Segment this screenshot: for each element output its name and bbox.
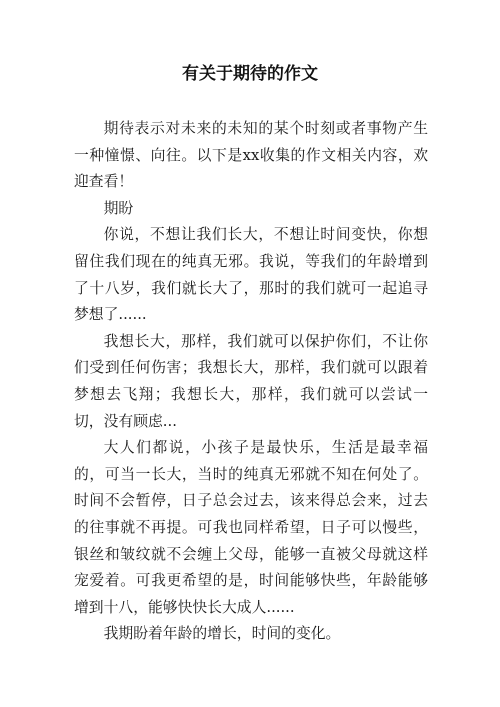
paragraph: 我想长大，那样，我们就可以保护你们，不让你们受到任何伤害；我想长大，那样，我们就可以跟着梦想去飞翔；我想长大，那样，我们就可以尝试一切，没有顾虑... bbox=[74, 332, 428, 430]
document-body bbox=[74, 116, 428, 648]
paragraph: 大人们都说，小孩子是最快乐，生活是最幸福的，可当一长大，当时的纯真无邪就不知在何处了。时间不会暂停，日子总会过去，该来得总会来，过去的往事就不再提。可我也同样希望，日子可以慢些，银丝和皱纹就不会缠上父母，能够一直被父母就这样宠爱着。可我更希望的是，时间能够快些，年龄能够增到十八，能够快快长大成人...... bbox=[74, 439, 428, 616]
paragraph-intro: 期待表示对未来的未知的某个时刻或者事物产生一种憧憬、向往。以下是xx收集的作文相关内容，欢迎查看！ bbox=[74, 120, 428, 191]
paragraph-subtitle: 期盼 bbox=[103, 199, 134, 217]
paragraph: 我期盼着年龄的增长，时间的变化。 bbox=[103, 625, 341, 643]
paragraph: 你说，不想让我们长大，不想让时间变快，你想留住我们现在的纯真无邪。我说，等我们的年龄增到了十八岁，我们就长大了，那时的我们就可一起追寻梦想了...... bbox=[74, 226, 428, 324]
document-title: 有关于期待的作文 bbox=[182, 64, 318, 84]
